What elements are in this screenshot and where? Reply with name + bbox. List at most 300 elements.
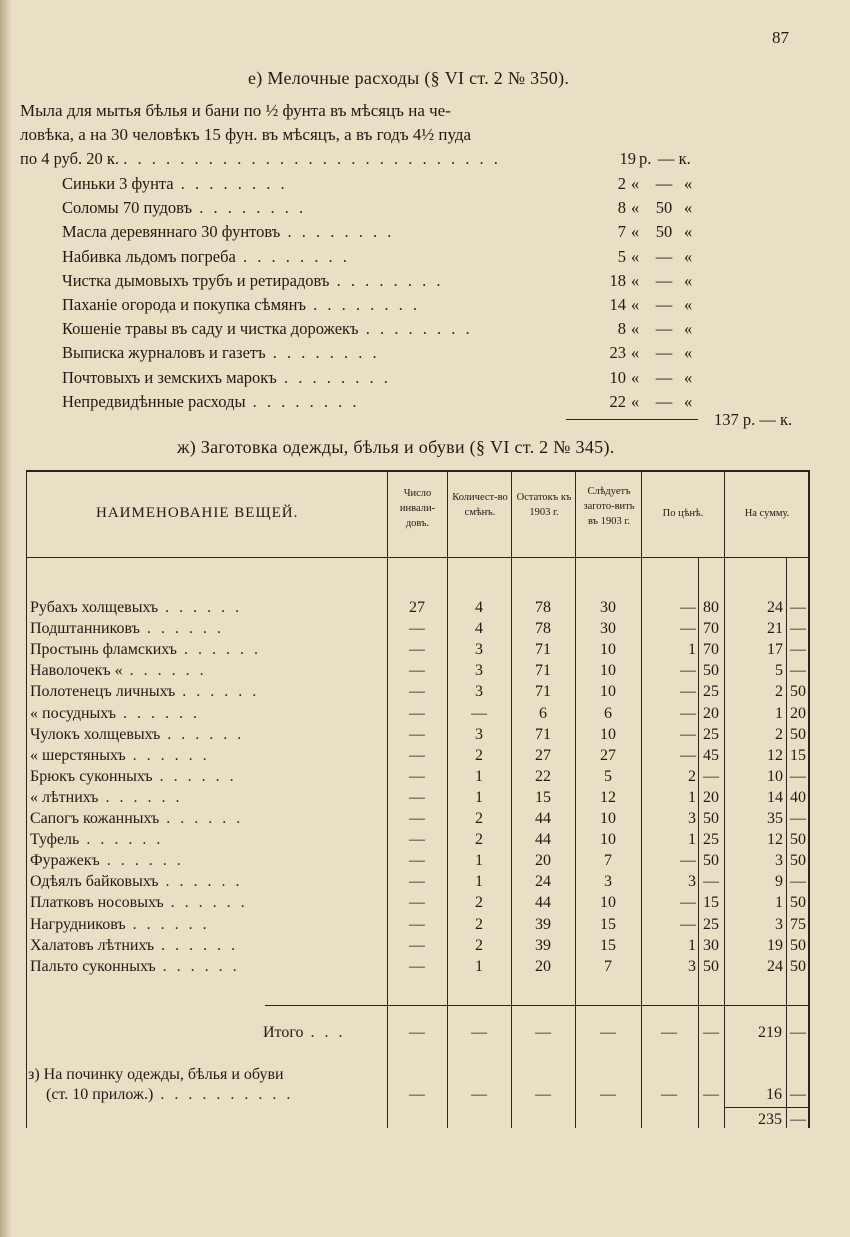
expense-item-rub: 23 [609,343,626,363]
cell-invalids: — [409,894,425,912]
expense-item-kop: 50 [655,198,673,218]
expense-item-label: Непредвидѣнные расходы [62,391,246,411]
cell-price-kop: 70 [703,641,719,659]
cell-price-rub: 3 [688,873,696,891]
cell-sum-kop: 50 [790,852,806,870]
cell-price-rub: 3 [688,810,696,827]
expense-item [62,271,443,291]
cell-invalids: — [409,767,425,785]
section-z-line-2 [46,1086,293,1104]
leader-dots: . . . . . . . . [235,246,350,266]
ditto-mark: « [631,367,640,387]
expense-item-kop: — [655,246,673,266]
grand-total-rule [724,1107,810,1108]
cell-price-rub: — [680,704,696,722]
cell-shifts: 3 [475,641,483,659]
cell-remainder: 6 [539,704,547,722]
item-name-text: Платковъ носовыхъ [30,894,164,912]
cell-sum-kop: — [790,620,806,638]
expense-item-label: Кошеніе травы въ саду и чистка дорожекъ [62,319,359,339]
cell-invalids: — [409,704,425,722]
cell-price-rub: — [680,852,696,870]
expense-item [62,222,394,242]
cell-sum-rub: 21 [767,620,783,638]
expense-item [62,343,380,363]
cell-price-kop: 70 [703,620,719,638]
leader-dots: . . . . . . [122,662,207,680]
cell-item-name [30,831,163,849]
leader-dots: . . . . . . [99,852,184,870]
dash-cell: — [600,1024,616,1041]
cell-shifts: 1 [475,873,483,891]
itogo-label [263,1024,346,1042]
expense-item-kop: — [655,295,673,314]
ditto-mark: « [684,222,693,242]
item-name-text: Туфель [30,831,80,849]
expense-item-rub: 5 [617,246,626,266]
cell-remainder: 71 [535,641,551,659]
ditto-mark: « [631,246,640,266]
leader-dots: . . . . . . . . [173,174,288,193]
cell-remainder: 39 [535,915,551,933]
expense-item [62,247,350,267]
dash-cell: — [409,1086,425,1103]
ditto-mark: « [631,295,640,314]
cell-sum-rub: 24 [767,957,783,975]
cell-to-prepare: 30 [600,599,616,616]
sum-rule [566,419,698,420]
cell-shifts: 2 [475,894,483,912]
ditto-mark: « [684,246,693,266]
page-edge-shadow [0,0,12,1237]
expense-item [62,319,473,339]
expense-item-rub: 18 [609,270,626,290]
cell-shifts: 3 [475,683,483,701]
cell-price-rub: — [680,683,696,701]
leader-dots: . . . . . . [125,746,210,764]
cell-price-kop: 80 [703,599,719,616]
cell-item-name [30,683,259,701]
section-e-intro-line-2: ловѣка, а на 30 человѣкъ 15 фун. въ мѣсяцъ, а въ годъ 4½ пуда [20,125,472,144]
cell-remainder: 78 [535,599,551,616]
item-name-text: Пальто суконныхъ [30,957,156,975]
cell-to-prepare: 15 [600,936,616,954]
cell-item-name [30,768,237,786]
cell-sum-rub: 1 [775,704,783,722]
cell-to-prepare: 10 [600,831,616,849]
cell-sum-kop: — [790,767,806,785]
ditto-mark: « [684,198,693,218]
cell-price-kop: 15 [703,894,719,912]
dash-cell: — [661,1086,677,1103]
section-e-heading: е) Мелочные расходы (§ VI ст. 2 № 350). [248,68,570,88]
leader-dots: . . . . . . . . [245,391,360,411]
dash-cell: — [600,1086,616,1103]
dash-cell: — [535,1024,551,1041]
cell-item-name [30,620,224,638]
col-header-remainder: Остатокъ къ 1903 г. [516,492,572,518]
cell-price-kop: 50 [703,810,719,827]
item-name-text: Чулокъ холщевыхъ [30,725,161,743]
page-number: 87 [772,28,789,47]
cell-to-prepare: 5 [604,767,612,785]
cell-invalids: — [409,683,425,701]
expense-item [62,198,306,218]
cell-sum-kop: 15 [790,746,806,764]
item-name-text: Нагрудниковъ [30,915,126,933]
expense-item-label: Соломы 70 пудовъ [62,198,193,218]
cell-remainder: 71 [535,725,551,743]
cell-sum-kop: — [790,873,806,891]
cell-price-rub: — [680,915,696,933]
cell-shifts: 2 [475,810,483,827]
cell-shifts: 3 [475,662,483,680]
cell-item-name [30,747,210,765]
col-header-price: По цѣнѣ. [662,508,704,519]
leader-dots: . . . . . . [175,683,260,701]
section-z-sum-rub: 16 [766,1086,782,1103]
ditto-mark: « [631,174,640,193]
cell-shifts: 2 [475,936,483,954]
expense-item-label: Выписка журналовъ и газетъ [62,343,266,363]
cell-sum-kop: — [790,810,806,827]
cell-invalids: — [409,641,425,659]
ditto-mark: « [684,319,693,339]
cell-to-prepare: 10 [600,641,616,659]
leader-dots: . . . . . . . . [358,319,473,339]
leader-dots: . . . . . . [160,725,245,743]
item-name-text: Полотенецъ личныхъ [30,683,176,701]
cell-invalids: — [409,810,425,827]
ditto-mark: « [631,319,640,339]
cell-sum-kop: — [790,641,806,659]
intro-amount-rub-unit: р. [639,149,652,168]
item-name-text: Рубахъ холщевыхъ [30,599,159,616]
cell-sum-kop: 50 [790,894,806,912]
cell-sum-kop: 50 [790,936,806,954]
cell-to-prepare: 7 [604,957,612,975]
leader-dots: . . . . . . [176,641,261,659]
cell-to-prepare: 10 [600,683,616,701]
item-name-text: Халатовъ лѣтнихъ [30,936,155,954]
expense-item-kop: — [655,319,673,339]
cell-sum-rub: 14 [767,788,783,806]
dash-cell: — [661,1024,677,1041]
expense-item-label: Чистка дымовыхъ трубъ и ретирадовъ [62,270,330,290]
cell-to-prepare: 3 [604,873,612,891]
expense-item-rub: 10 [609,367,626,387]
grand-total-rub: 235 [758,1111,782,1128]
cell-item-name [30,916,210,934]
cell-sum-kop: 50 [790,957,806,975]
leader-dots: . . . . . . [139,620,224,638]
cell-item-name [30,789,182,807]
item-name-text: « посудныхъ [30,704,116,722]
item-name-text: Подштанниковъ [30,620,140,638]
cell-shifts: 1 [475,767,483,785]
expense-item-rub: 8 [617,198,626,218]
cell-price-rub: — [680,662,696,680]
leader-dots: . . . . . . [158,599,243,616]
cell-price-rub: 1 [688,831,696,849]
leader-dots: . . . . . . [98,788,183,806]
cell-to-prepare: 10 [600,810,616,827]
itogo-sum-rub: 219 [758,1024,782,1041]
ditto-mark: « [684,174,693,193]
cell-remainder: 22 [535,767,551,785]
cell-invalids: — [409,620,425,638]
cell-price-rub: 1 [688,641,696,659]
cell-sum-rub: 3 [775,852,783,870]
cell-sum-rub: 10 [767,767,783,785]
cell-sum-kop: 75 [790,915,806,933]
cell-price-kop: 25 [703,725,719,743]
col-header-name: НАИМЕНОВАНІЕ ВЕЩЕЙ. [96,505,299,521]
item-name-text: Сапогъ кожанныхъ [30,810,160,827]
expense-item-rub: 7 [617,222,626,242]
cell-to-prepare: 12 [600,788,616,806]
cell-price-kop: 50 [703,662,719,680]
expense-item-rub: 2 [617,174,626,193]
cell-remainder: 44 [535,894,551,912]
ditto-mark: « [684,295,693,314]
cell-price-kop: 50 [703,852,719,870]
cell-price-kop: 30 [703,936,719,954]
leader-dots: . . . . . . . . [329,270,444,290]
cell-sum-rub: 12 [767,831,783,849]
cell-invalids: — [409,915,425,933]
cell-to-prepare: 10 [600,894,616,912]
item-name-text: Брюкъ суконныхъ [30,767,153,785]
expense-item [62,368,391,388]
col-header-to-prepare: Слѣдуетъ загото-вить въ 1903 г. [583,486,635,527]
cell-sum-kop: 50 [790,725,806,743]
expense-item-rub: 22 [609,391,626,411]
item-name-text: Фуражекъ [30,852,100,870]
cell-to-prepare: 10 [600,725,616,743]
cell-price-rub: 2 [688,767,696,785]
cell-invalids: — [409,831,425,849]
cell-price-kop: 20 [703,788,719,806]
cell-item-name [30,705,200,723]
cell-price-kop: — [703,767,719,785]
ditto-mark: « [631,222,640,242]
cell-item-name [30,662,207,680]
cell-sum-rub: 35 [767,810,783,827]
section-e-intro-line-3 [20,149,501,169]
leader-dots: . . . . . . . . . . [153,1086,294,1103]
cell-remainder: 44 [535,810,551,827]
ditto-mark: « [684,343,693,363]
leader-dots: . . . . . . [125,915,210,933]
expense-item-kop: — [655,367,673,387]
cell-remainder: 39 [535,936,551,954]
cell-sum-kop: — [790,662,806,680]
dash-cell: — [703,1086,719,1103]
leader-dots: . . . . . . [152,767,237,785]
cell-item-name [30,937,238,955]
itogo-top-rule [265,1005,810,1006]
section-e-total: 137 р. — к. [714,410,793,429]
section-z-line-2-text: (ст. 10 прилож.) [46,1086,154,1103]
cell-shifts: 1 [475,957,483,975]
leader-dots: . . . . . . [79,831,164,849]
cell-to-prepare: 27 [600,746,616,764]
expense-item-kop: 50 [655,222,673,242]
dash-cell: — [471,1086,487,1103]
cell-item-name [30,958,240,976]
cell-sum-rub: 3 [775,915,783,933]
expense-item [62,174,288,194]
intro-amount-rub: 19 [619,149,636,168]
cell-shifts: 2 [475,831,483,849]
cell-price-kop: 45 [703,746,719,764]
cell-sum-rub: 17 [767,641,783,659]
cell-shifts: — [471,704,487,722]
expense-item [62,392,360,412]
cell-price-rub: — [680,599,696,616]
cell-item-name [30,726,244,744]
itogo-sum-kop: — [790,1024,806,1041]
intro-line-3-text: по 4 руб. 20 к. [20,149,120,168]
expense-item-label: Масла деревяннаго 30 фунтовъ [62,222,281,242]
ditto-mark: « [631,391,640,411]
ditto-mark: « [631,270,640,290]
cell-invalids: — [409,746,425,764]
leader-dots: . . . . . . . . [265,343,380,363]
expense-item-kop: — [655,174,673,193]
cell-price-kop: 50 [703,957,719,975]
ditto-mark: « [684,270,693,290]
intro-amount-kop: — к. [658,149,691,168]
dash-cell: — [471,1024,487,1041]
cell-invalids: — [409,957,425,975]
leader-dots: . . . . . . [115,704,200,722]
expense-item [62,295,420,315]
cell-invalids: — [409,873,425,891]
cell-price-rub: — [680,725,696,743]
cell-remainder: 20 [535,957,551,975]
cell-invalids: — [409,852,425,870]
section-e-intro-line-1: Мыла для мытья бѣлья и бани по ½ фунта въ мѣсяцъ на че- [20,101,451,120]
cell-price-rub: 3 [688,957,696,975]
leader-dots: . . . . . . [159,810,244,827]
expense-item-kop: — [655,391,673,411]
cell-sum-kop: — [790,599,806,616]
col-header-shifts: Количест-во смѣнъ. [452,492,508,518]
ditto-mark: « [684,391,693,411]
item-name-text: Наволочекъ « [30,662,123,680]
cell-invalids: — [409,788,425,806]
cell-shifts: 1 [475,788,483,806]
cell-remainder: 20 [535,852,551,870]
leader-dots: . . . . . . [154,936,239,954]
cell-shifts: 4 [475,620,483,638]
cell-remainder: 71 [535,662,551,680]
grand-total-kop: — [790,1111,806,1128]
cell-to-prepare: 6 [604,704,612,722]
cell-invalids: — [409,662,425,680]
cell-remainder: 71 [535,683,551,701]
cell-price-rub: 1 [688,936,696,954]
cell-invalids: — [409,725,425,743]
cell-item-name [30,599,242,617]
leader-dots: . . . [303,1024,346,1041]
leader-dots: . . . . . . [163,894,248,912]
leader-dots: . . . . . . . . [192,198,307,218]
leader-dots: . . . . . . . . . . . . . . . . . . . . . . . . . . . [123,149,501,168]
cell-item-name [30,873,243,891]
cell-shifts: 4 [475,599,483,616]
cell-sum-rub: 9 [775,873,783,891]
cell-sum-rub: 2 [775,725,783,743]
expense-item-label: Набивка льдомъ погреба [62,246,236,266]
cell-to-prepare: 7 [604,852,612,870]
cell-price-kop: 25 [703,915,719,933]
col-header-invalids: Число инвали-довъ. [399,488,436,529]
cell-sum-rub: 24 [767,599,783,616]
expense-item-label: Паханіе огорода и покупка сѣмянъ [62,295,306,314]
cell-price-rub: 1 [688,788,696,806]
cell-sum-rub: 12 [767,746,783,764]
table-header-bottom-rule [26,557,810,558]
cell-item-name [30,641,261,659]
expense-item-label: Почтовыхъ и земскихъ марокъ [62,367,277,387]
cell-to-prepare: 30 [600,620,616,638]
cell-to-prepare: 10 [600,662,616,680]
dash-cell: — [409,1024,425,1041]
ditto-mark: « [684,367,693,387]
cell-sum-rub: 2 [775,683,783,701]
cell-price-kop: 25 [703,831,719,849]
cell-sum-rub: 19 [767,936,783,954]
expense-item-kop: — [655,343,673,363]
item-name-text: « шерстяныхъ [30,746,126,764]
cell-item-name [30,852,184,870]
leader-dots: . . . . . . [158,873,243,891]
item-name-text: Простынь фламскихъ [30,641,177,659]
cell-sum-rub: 1 [775,894,783,912]
expense-item-rub: 8 [617,319,626,339]
cell-invalids: 27 [409,599,425,616]
cell-remainder: 44 [535,831,551,849]
cell-remainder: 15 [535,788,551,806]
itogo-label-text: Итого [263,1024,304,1041]
cell-item-name [30,894,248,912]
expense-item-rub: 14 [609,295,626,314]
dash-cell: — [703,1024,719,1041]
cell-price-rub: — [680,746,696,764]
cell-sum-kop: 50 [790,831,806,849]
cell-remainder: 24 [535,873,551,891]
leader-dots: . . . . . . . . [280,222,395,242]
cell-price-rub: — [680,620,696,638]
cell-sum-kop: 20 [790,704,806,722]
leader-dots: . . . . . . . . [276,367,391,387]
section-zh-heading: ж) Заготовка одежды, бѣлья и обуви (§ VI ст. 2 № 345). [177,437,615,457]
cell-price-kop: — [703,873,719,891]
cell-sum-rub: 5 [775,662,783,680]
cell-price-kop: 20 [703,704,719,722]
cell-sum-kop: 50 [790,683,806,701]
cell-item-name [30,810,243,828]
table-top-border [26,470,810,472]
ditto-mark: « [631,343,640,363]
cell-invalids: — [409,936,425,954]
cell-shifts: 2 [475,915,483,933]
item-name-text: « лѣтнихъ [30,788,99,806]
expense-item-label: Синьки 3 фунта [62,174,174,193]
